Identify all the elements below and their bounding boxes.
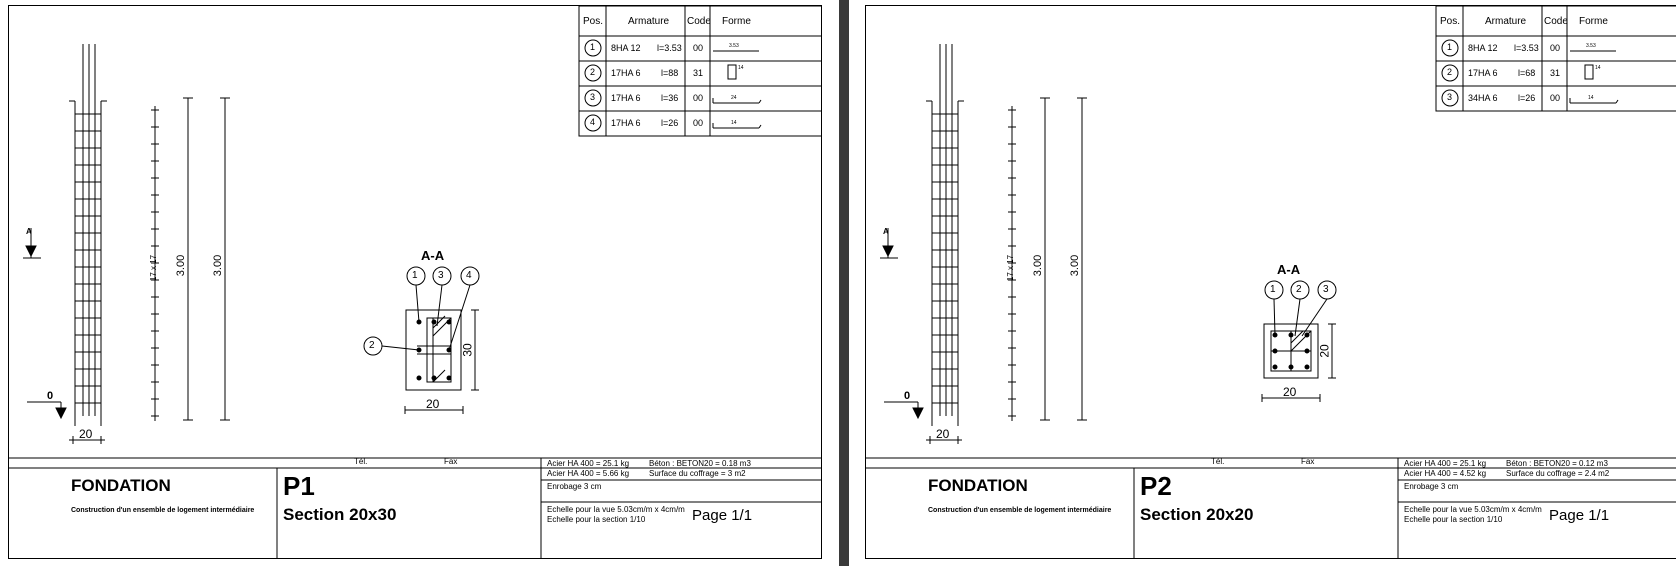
table-header-armature: Armature	[628, 16, 670, 27]
row-2-pos: 2	[1447, 67, 1453, 77]
fax-label: Fax	[1301, 457, 1315, 466]
steel-weight-1: Acier HA 400 = 25.1 kg	[547, 459, 630, 468]
row-1-length: l=3.53	[1514, 43, 1539, 53]
row-2-pos: 2	[590, 67, 596, 77]
formwork-area: Surface du coffrage = 2.4 m2	[1506, 469, 1610, 478]
row-1-pos: 1	[590, 42, 596, 52]
page-number: Page 1/1	[1549, 507, 1610, 524]
steel-weight-2: Acier HA 400 = 4.52 kg	[1404, 469, 1487, 478]
sheet-divider	[839, 0, 849, 566]
row-3-shape: 24	[731, 95, 737, 101]
row-1-pos: 1	[1447, 42, 1453, 52]
callout-2: 2	[369, 340, 375, 351]
row-3-code: 00	[693, 93, 704, 103]
section-title: A-A	[1277, 262, 1301, 277]
row-1-length: l=3.53	[657, 43, 682, 53]
table-header-armature: Armature	[1485, 16, 1527, 27]
stirrup-spacing-label: 17 x 17	[1006, 254, 1016, 282]
drawing-sheet-p1	[8, 5, 822, 559]
section-arrow-label: A	[26, 227, 32, 236]
row-2-bar: 17HA 6	[611, 68, 641, 78]
callout-4: 4	[466, 270, 472, 281]
section-height-dim: 20	[1317, 344, 1332, 358]
row-3-pos: 3	[590, 92, 596, 102]
row-4-shape: 14	[731, 120, 737, 126]
section-height-dim: 30	[460, 343, 475, 357]
section-title: A-A	[421, 248, 445, 263]
tel-label: Tél.	[354, 457, 368, 466]
row-1-shape: 3.53	[729, 43, 739, 49]
row-3-pos: 3	[1447, 92, 1453, 102]
section-width-dim: 20	[1283, 385, 1297, 399]
concrete-cover: Enrobage 3 cm	[547, 482, 602, 491]
table-header-code: Code	[1544, 16, 1568, 27]
height-dim-2: 3.00	[1069, 254, 1082, 277]
row-4-length: l=26	[661, 118, 679, 128]
column-width-dim: 20	[936, 427, 950, 441]
column-width-dim: 20	[79, 427, 93, 441]
row-1-code: 00	[693, 43, 704, 53]
row-3-bar: 17HA 6	[611, 93, 641, 103]
row-3-length: l=26	[1518, 93, 1536, 103]
project-title: FONDATION	[71, 476, 171, 495]
section-scale: Echelle pour la section 1/10	[1404, 515, 1503, 524]
callout-3: 3	[438, 270, 444, 281]
element-code: P2	[1140, 471, 1172, 501]
table-header-pos: Pos.	[583, 16, 604, 27]
height-dim-1: 3.00	[175, 254, 188, 277]
row-1-shape: 3.53	[1586, 43, 1596, 49]
table-header-pos: Pos.	[1440, 16, 1461, 27]
row-4-bar: 17HA 6	[611, 118, 641, 128]
section-label: Section 20x20	[1140, 505, 1254, 524]
row-3-bar: 34HA 6	[1468, 93, 1498, 103]
project-subtitle: Construction d'un ensemble de logement intermédiaire	[928, 507, 1112, 514]
row-1-bar: 8HA 12	[1468, 43, 1498, 53]
concrete-cover: Enrobage 3 cm	[1404, 482, 1459, 491]
row-4-pos: 4	[590, 117, 596, 127]
row-3-shape: 14	[1588, 95, 1594, 101]
row-2-bar: 17HA 6	[1468, 68, 1498, 78]
project-subtitle: Construction d'un ensemble de logement intermédiaire	[71, 507, 255, 514]
row-2-length: l=68	[1518, 68, 1536, 78]
height-dim-2: 3.00	[212, 254, 225, 277]
row-2-shape: 14	[738, 65, 744, 71]
view-scale: Echelle pour la vue 5.03cm/m x 4cm/m	[1404, 505, 1542, 514]
formwork-area: Surface du coffrage = 3 m2	[649, 469, 746, 478]
table-header-code: Code	[687, 16, 711, 27]
view-scale: Echelle pour la vue 5.03cm/m x 4cm/m	[547, 505, 685, 514]
project-title: FONDATION	[928, 476, 1028, 495]
row-2-shape: 14	[1595, 65, 1601, 71]
row-2-code: 31	[1550, 68, 1561, 78]
stirrup-spacing-label: 17 x 17	[149, 254, 159, 282]
concrete-volume: Béton : BETON20 = 0.18 m3	[649, 459, 751, 468]
table-header-forme: Forme	[722, 16, 751, 27]
table-header-forme: Forme	[1579, 16, 1608, 27]
row-3-code: 00	[1550, 93, 1561, 103]
row-1-bar: 8HA 12	[611, 43, 641, 53]
fax-label: Fax	[444, 457, 458, 466]
row-4-code: 00	[693, 118, 704, 128]
callout-3: 3	[1323, 284, 1329, 295]
level-label: 0	[47, 390, 54, 402]
element-code: P1	[283, 471, 315, 501]
row-2-length: l=88	[661, 68, 679, 78]
callout-1: 1	[1270, 284, 1276, 295]
row-2-code: 31	[693, 68, 704, 78]
steel-weight-1: Acier HA 400 = 25.1 kg	[1404, 459, 1487, 468]
steel-weight-2: Acier HA 400 = 5.66 kg	[547, 469, 630, 478]
concrete-volume: Béton : BETON20 = 0.12 m3	[1506, 459, 1608, 468]
height-dim-1: 3.00	[1032, 254, 1045, 277]
row-1-code: 00	[1550, 43, 1561, 53]
section-arrow-label: A	[883, 227, 889, 236]
row-3-length: l=36	[661, 93, 679, 103]
drawing-sheet-p2	[865, 5, 1676, 559]
level-label: 0	[904, 390, 911, 402]
page-number: Page 1/1	[692, 507, 753, 524]
section-width-dim: 20	[426, 397, 440, 411]
callout-1: 1	[412, 270, 418, 281]
section-label: Section 20x30	[283, 505, 397, 524]
callout-2: 2	[1296, 284, 1302, 295]
section-scale: Echelle pour la section 1/10	[547, 515, 646, 524]
tel-label: Tél.	[1211, 457, 1225, 466]
